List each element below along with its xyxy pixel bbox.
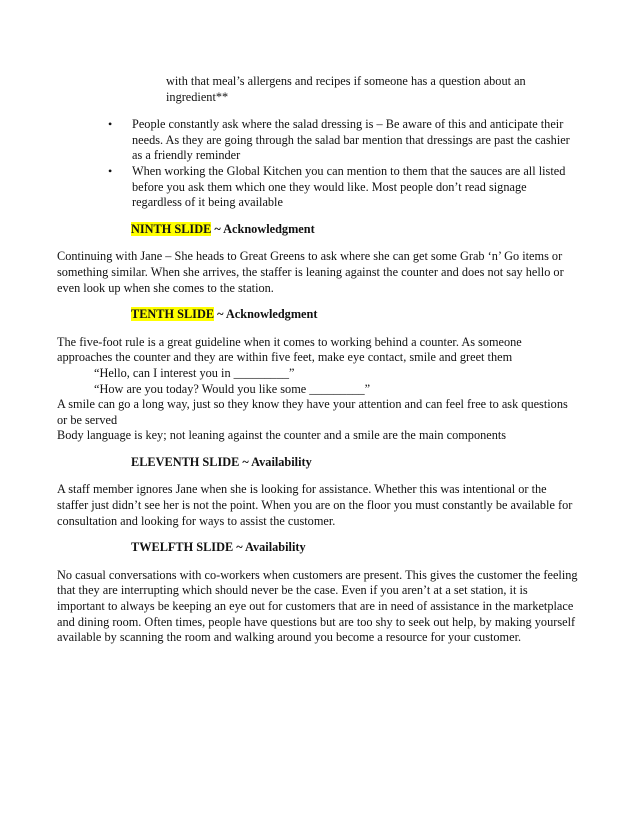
tenth-slide-body: The five-foot rule is a great guideline when it comes to working behind a counter. As someone approaches the counter and they are within five feet, make eye contact, smile and greet them <box>57 334 522 365</box>
ninth-slide-heading <box>131 222 578 238</box>
tenth-slide-topic: ~ Acknowledgment <box>214 307 318 322</box>
bullet-text: When working the Global Kitchen you can mention to them that the sauces are all listed before you ask them which one they would like. Most people don’t read signage regardless of it being available <box>132 163 566 210</box>
bullet-list <box>94 117 578 211</box>
tenth-slide-line-smile: A smile can go a long way, just so they know they have your attention and can feel free to ask questions or be served <box>57 397 568 427</box>
ninth-slide-body: Continuing with Jane – She heads to Great Greens to ask where she can get some Grab ‘n’ Go items or something similar. When she arrives, the staffer is leaning against the counter and does not say hello or even look up when she comes to the station. <box>57 249 564 295</box>
eleventh-slide-body: A staff member ignores Jane when she is looking for assistance. Whether this was intentional or the staffer just didn’t see her is not the point. When you are on the floor you must constantly be available for consultation and looking for ways to assist the customer. <box>57 482 573 528</box>
ninth-slide-topic: ~ Acknowledgment <box>211 221 315 236</box>
greeting-quote-2: “How are you today? Would you like some _________” <box>94 381 371 396</box>
twelfth-slide-body: No casual conversations with co-workers when customers are present. This gives the customer the feeling that they are interrupting which should never be the case. Even if you aren’t at a set station, it is important to always be keeping an eye out for customers that are in need of assistance in the marketplace and dining room. Often times, people have questions but are too shy to seek out help, by making yourself available by scanning the room and walking around you become a resource for your customer. <box>57 567 578 645</box>
bullet-icon: • <box>108 163 113 178</box>
ninth-slide-label: NINTH SLIDE <box>131 221 212 236</box>
tenth-slide-heading <box>131 307 578 323</box>
tenth-slide-line-body-language: Body language is key; not leaning against the counter and a smile are the main components <box>57 428 507 443</box>
eleventh-slide-heading: ELEVENTH SLIDE ~ Availability <box>131 454 312 469</box>
greeting-quote-1: “Hello, can I interest you in _________” <box>94 365 295 380</box>
list-item <box>94 164 578 211</box>
bullet-text: People constantly ask where the salad dressing is – Be aware of this and anticipate their needs. As they are going through the salad bar mention that dressings are past the cashier as a friendly reminder <box>132 117 570 163</box>
list-item <box>94 117 578 164</box>
bullet-icon: • <box>108 117 113 132</box>
tenth-slide-body-block <box>57 335 578 444</box>
twelfth-slide-heading: TWELFTH SLIDE ~ Availability <box>131 540 306 555</box>
intro-continuation: with that meal’s allergens and recipes if someone has a question about an ingredient** <box>166 74 526 104</box>
tenth-slide-label: TENTH SLIDE <box>131 307 215 322</box>
